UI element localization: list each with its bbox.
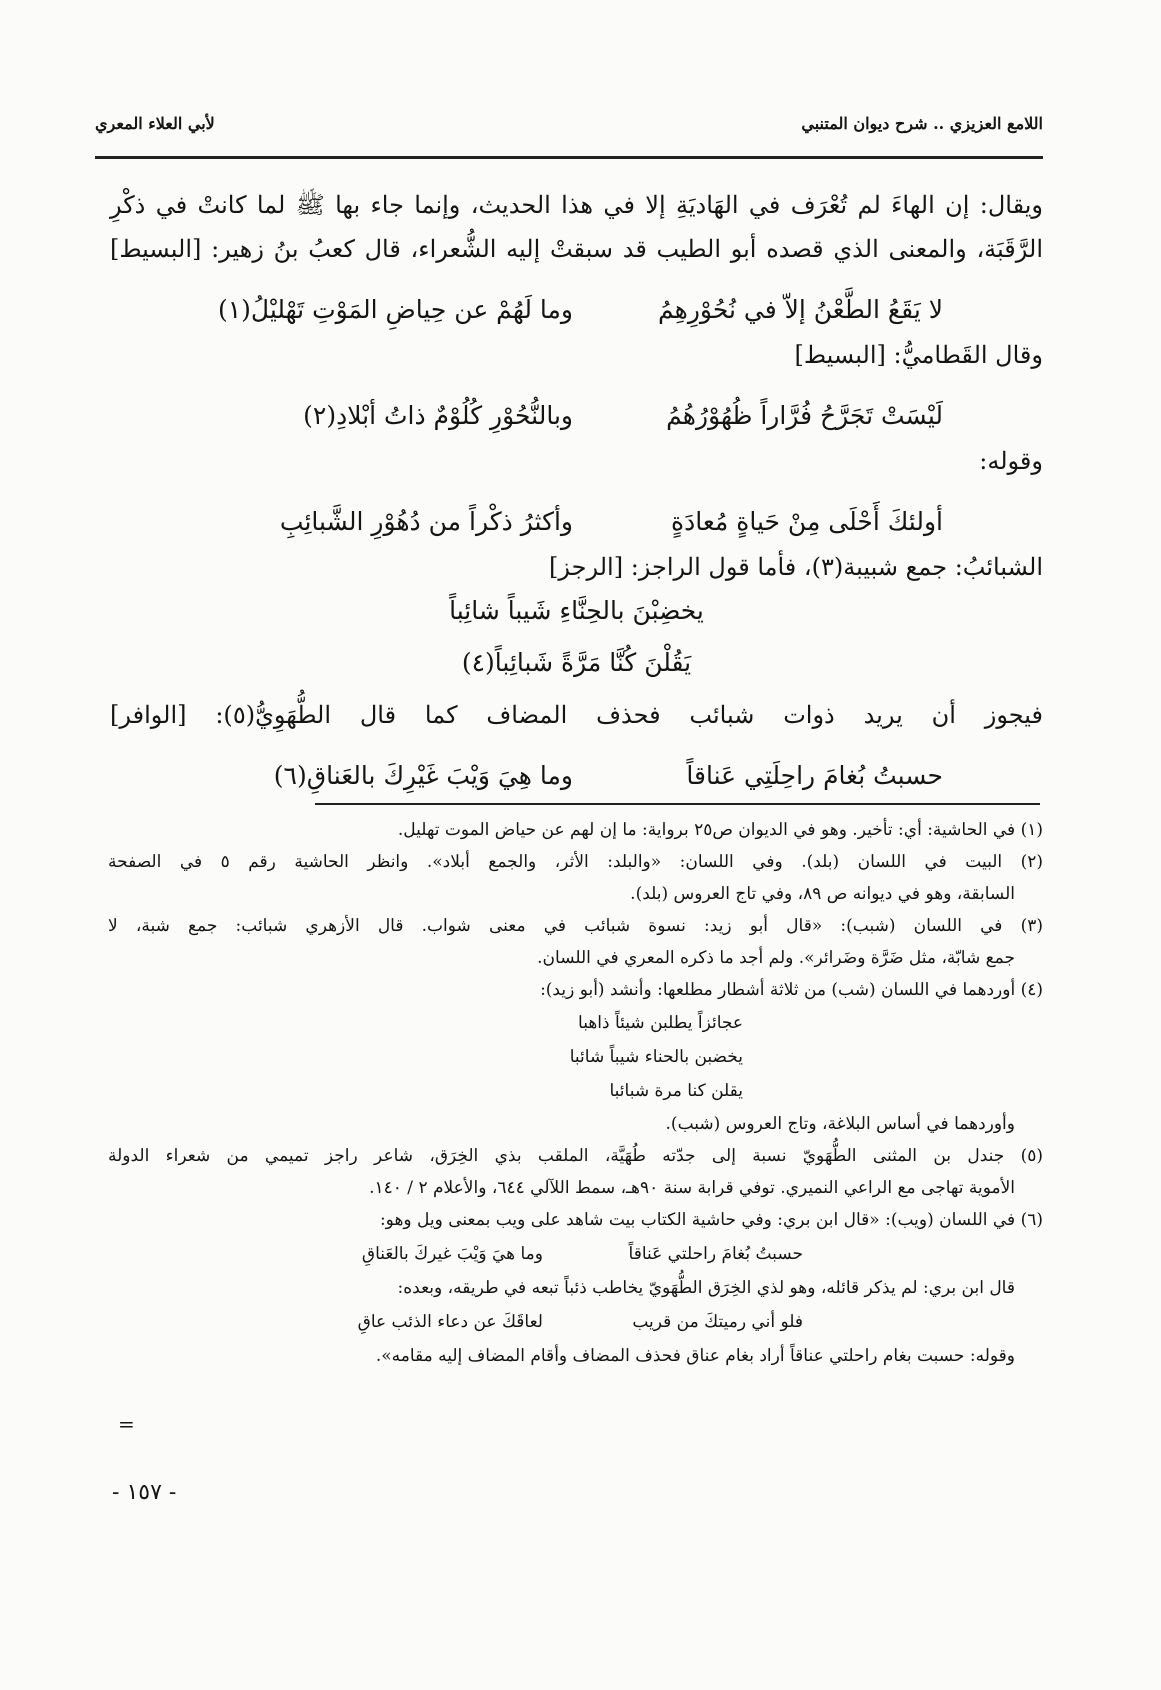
page-number: - ١٥٧ - — [112, 1480, 177, 1505]
footnote-5: (٥) جندل بن المثنى الطُّهَويّ نسبة إلى جدّته طُهَيَّة، الملقب بذي الخِرَق، شاعر راجز تميمي من شعراء الدولة — [108, 1146, 1043, 1166]
verse-hemistich-2: وبالنُّحُوْرِ كُلُوْمٌ ذاتُ أبْلادِ(٢) — [303, 400, 573, 430]
paragraph-line: ويقال: إن الهاءَ لم تُعْرَف في الهَاديَةِ إلا في هذا الحديث، وإنما جاء بها ﷺ لما كانتْ في ذكْرِ — [110, 191, 1043, 219]
verse — [110, 278, 1043, 340]
footnotes — [108, 814, 1043, 1372]
footnote-1: (١) في الحاشية: أي: تأخير. وهو في الديوان ص٢٥ برواية: ما إن لهم عن حياض الموت تهليل. — [397, 820, 1043, 840]
footnote-4-cont: وأوردهما في أساس البلاغة، وتاج العروس (شبب). — [665, 1114, 1015, 1134]
footnote-verse-hemistich-2: لعاقَكَ عن دعاء الذئب عاقِ — [357, 1312, 543, 1332]
verse-hemistich-1: حسبتُ بُغامَ راحِلَتِي عَناقاً — [686, 760, 943, 790]
paragraph-line: الشبائبُ: جمع شبيبة(٣)، فأما قول الراجز: [الرجز] — [549, 553, 1043, 581]
footnote-verse: يخضبن بالحناء شيباً شائبا — [569, 1047, 743, 1067]
paragraph-line: وقوله: — [979, 447, 1043, 475]
verse-hemistich-1: أولئكَ أَحْلَى مِنْ حَياةٍ مُعادَةٍ — [671, 506, 943, 536]
verse — [110, 490, 1043, 552]
footnote-4: (٤) أوردهما في اللسان (شب) من ثلاثة أشطار مطلعها: وأنشد (أبو زيد): — [540, 980, 1043, 1000]
running-header — [95, 103, 1043, 143]
paragraph-line: الرَّقَبَة، والمعنى الذي قصده أبو الطيب قد سبقتْ إليه الشُّعراء، قال كعبُ بنُ زهير: [البسيط] — [110, 235, 1043, 263]
footnote-verse — [108, 1236, 1043, 1272]
footnote-5-cont: الأموية تهاجى مع الراعي النميري. توفي قرابة سنة ٩٠هـ، سمط اللآلي ٦٤٤، والأعلام ٢ / ١٤٠. — [369, 1178, 1015, 1198]
header-author: لأبي العلاء المعري — [95, 113, 215, 133]
header-rule — [95, 156, 1043, 159]
footnote-verse: عجائزاً يطلبن شيئاً ذاهبا — [578, 1013, 743, 1033]
verse-hemistich-2: وما لَهُمْ عن حِياضِ المَوْتِ تَهْليْلُ(١) — [217, 294, 573, 324]
footnote-6-cont: قال ابن بري: لم يذكر قائله، وهو لذي الخِرَق الطُّهَويّ يخاطب ذئباً تبعه في طريقه، وبعده: — [397, 1278, 1015, 1298]
footnote-3: (٣) في اللسان (شبب): «قال أبو زيد: نسوة شبائب في معنى شواب. قال الأزهري شبائب: جمع شبة، لا — [108, 916, 1043, 936]
footnote-verse-hemistich-1: فلو أني رميتكَ من قريب — [632, 1312, 803, 1332]
verse-hemistich-1: لا يَقَعُ الطَّعْنُ إلاّ في نُحُوْرِهِمُ — [658, 294, 943, 324]
rajaz-line: يخضِبْنَ بالحِنَّاءِ شَيباً شائِباً — [449, 596, 704, 625]
verse-hemistich-1: لَيْسَتْ تَجَرَّحُ فُرَّاراً ظُهُوْرُهُمُ — [666, 400, 943, 430]
paragraph-line: وقال القَطاميُّ: [البسيط] — [794, 341, 1043, 369]
header-title: اللامع العزيزي .. شرح ديوان المتنبي — [801, 113, 1043, 133]
footnote-verse-hemistich-2: وما هيَ وَيْبَ غيركَ بالعَناقِ — [361, 1244, 543, 1264]
footnote-2: (٢) البيت في اللسان (بلد). وفي اللسان: «والبلد: الأثر، والجمع أبلاد». وانظر الحاشية رقم ٥ في الصفحة — [108, 852, 1043, 872]
footnote-6: (٦) في اللسان (ويب): «قال ابن بري: وفي حاشية الكتاب بيت شاهد على ويب بمعنى ويل وهو: — [379, 1210, 1043, 1230]
main-text — [110, 190, 1043, 806]
verse — [110, 384, 1043, 446]
verse-hemistich-2: وما هِيَ وَيْبَ غَيْرِكَ بالعَناقِ(٦) — [273, 760, 573, 790]
footnote-6-end: وقوله: حسبت بغام راحلتي عناقاً أراد بغام عناق فحذف المضاف وأقام المضاف إليه مقامه». — [375, 1346, 1015, 1366]
footnote-verse: يقلن كنا مرة شبائبا — [609, 1081, 743, 1101]
footnote-3-cont: جمع شابّة، مثل ضَرَّة وضَرائر». ولم أجد ما ذكره المعري في اللسان. — [537, 948, 1015, 968]
verse-hemistich-2: وأكثرُ ذكْراً من دُهُوْرِ الشَّبائِبِ — [279, 506, 573, 536]
footnote-verse — [108, 1304, 1043, 1340]
rajaz-line: يَقُلْنَ كُنَّا مَرَّةً شَبائِباً(٤) — [461, 648, 692, 677]
footnote-verse-hemistich-1: حسبتُ بُغامَ راحلتي عَناقاً — [628, 1244, 803, 1264]
footnote-2-cont: السابقة، وهو في ديوانه ص ٨٩، وفي تاج العروس (بلد). — [630, 884, 1015, 904]
continuation-mark: = — [118, 1412, 135, 1436]
paragraph-line: فيجوز أن يريد ذوات شبائب فحذف المضاف كما قال الطُّهَوِيُّ(٥): [الوافر] — [110, 701, 1043, 729]
footnote-rule — [315, 803, 1040, 805]
verse — [110, 744, 1043, 806]
